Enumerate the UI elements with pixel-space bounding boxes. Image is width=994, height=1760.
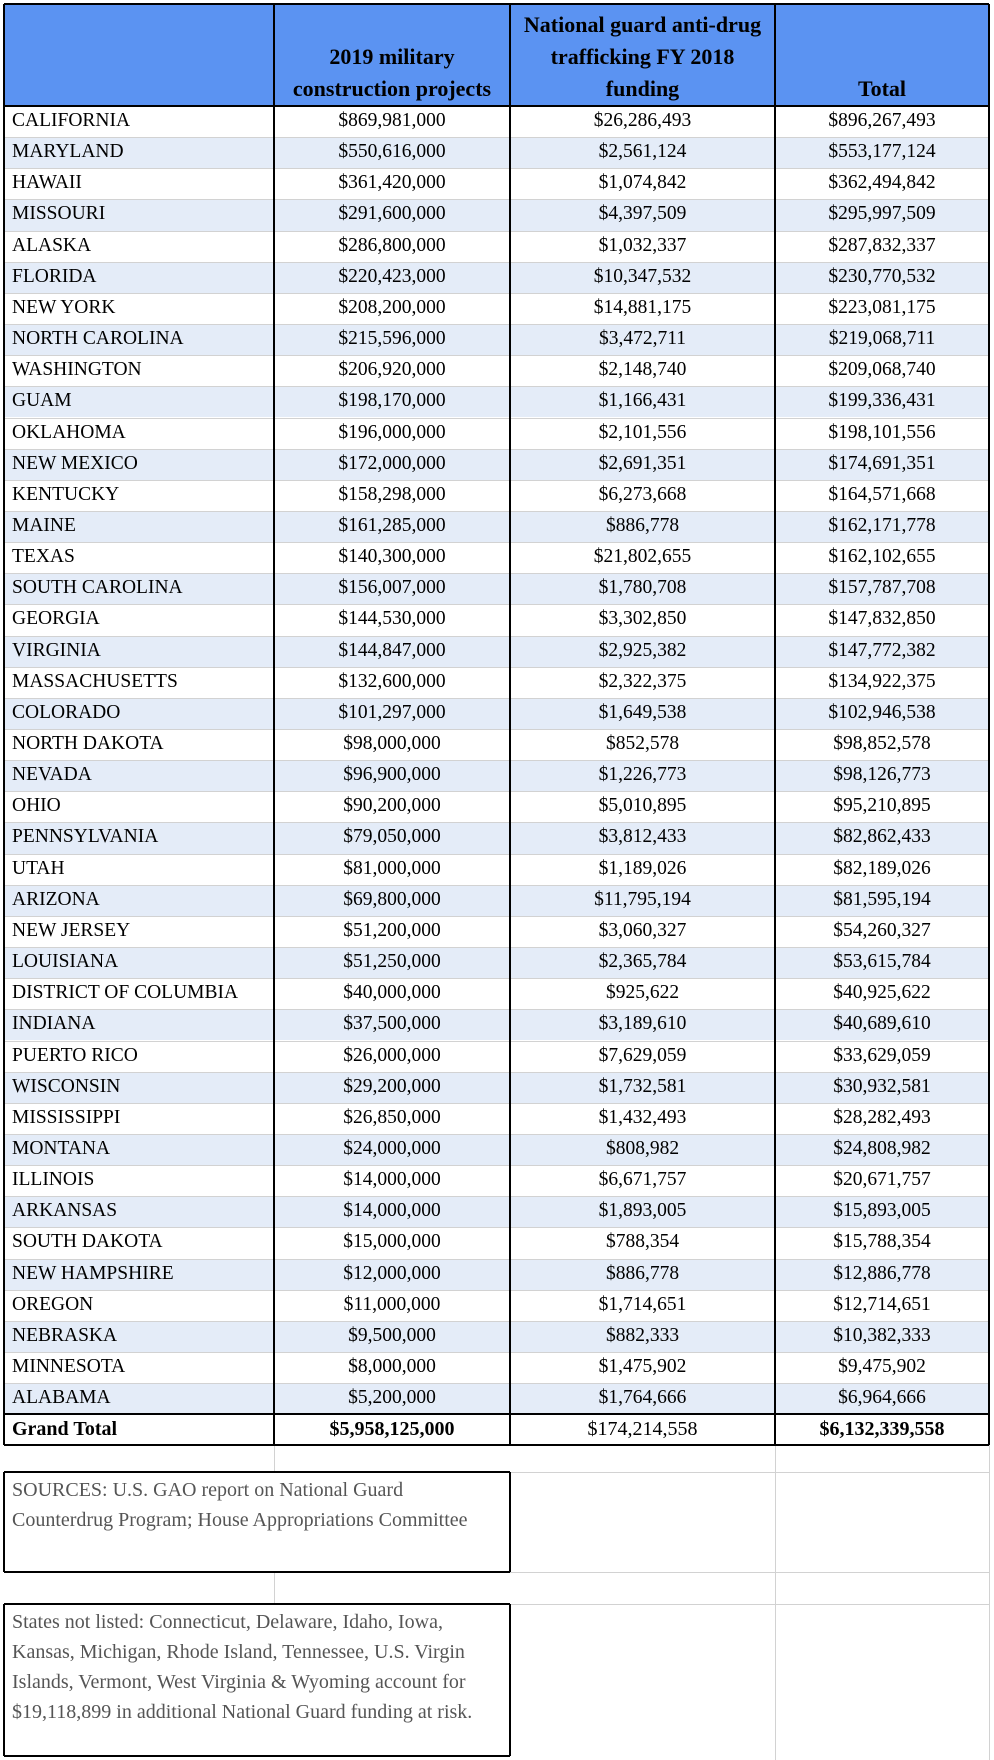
state-name-cell[interactable]: ILLINOIS [12,1169,95,1191]
construction-cell[interactable]: $15,000,000 [343,1231,441,1253]
total-cell[interactable]: $28,282,493 [833,1106,931,1128]
right-edge-gridline [989,1414,990,1760]
total-cell[interactable]: $98,126,773 [775,760,989,791]
row-gridline [4,760,989,761]
row-gridline [4,1134,989,1135]
construction-cell[interactable]: $14,000,000 [343,1169,441,1191]
construction-cell[interactable]: $11,000,000 [343,1293,441,1315]
total-cell[interactable]: $174,691,351 [775,449,989,480]
total-cell[interactable]: $157,787,708 [775,573,989,604]
total-cell[interactable]: $95,210,895 [833,795,931,817]
antidrug-cell[interactable]: $21,802,655 [593,546,692,568]
construction-cell[interactable]: $8,000,000 [348,1356,436,1377]
row-gridline [4,1352,989,1353]
sources-box-bottom [4,1571,510,1573]
state-name-cell[interactable]: GEORGIA [12,608,100,630]
antidrug-cell[interactable]: $6,671,757 [598,1169,687,1191]
state-name-cell[interactable]: SOUTH CAROLINA [4,573,274,604]
row-gridline [4,1227,989,1228]
construction-cell[interactable]: $5,200,000 [274,1383,510,1414]
row-gridline [4,262,989,263]
header-bottom-border [4,105,989,107]
state-name-cell[interactable]: GUAM [4,386,274,417]
construction-cell[interactable]: $26,000,000 [343,1044,441,1066]
construction-cell[interactable]: $140,300,000 [338,546,446,568]
antidrug-cell[interactable]: $2,925,382 [510,636,775,667]
antidrug-cell[interactable]: $882,333 [510,1321,775,1352]
antidrug-cell[interactable]: $925,622 [605,982,680,1004]
states-box-left [3,1604,5,1756]
state-name-cell[interactable]: DISTRICT OF COLUMBIA [12,982,239,1004]
row-gridline [4,1383,989,1384]
total-cell[interactable]: $553,177,124 [775,137,989,168]
construction-cell[interactable]: $37,500,000 [274,1009,510,1040]
state-name-cell[interactable]: SOUTH DAKOTA [12,1231,163,1253]
antidrug-cell[interactable]: $1,714,651 [598,1293,687,1315]
sources-box-top [4,1471,510,1473]
antidrug-cell[interactable]: $886,778 [510,1259,775,1290]
antidrug-cell[interactable]: $6,273,668 [598,483,687,505]
construction-cell[interactable]: $96,900,000 [274,760,510,791]
antidrug-cell[interactable]: $1,032,337 [598,234,687,256]
construction-cell[interactable]: $29,200,000 [274,1072,510,1103]
row-gridline [4,978,989,979]
total-cell[interactable]: $30,932,581 [775,1072,989,1103]
row-gridline [4,573,989,574]
construction-cell[interactable]: $69,800,000 [274,885,510,916]
grand-total-antidrug[interactable]: $174,214,558 [587,1418,698,1441]
states-box-top [4,1603,510,1605]
total-cell[interactable]: $81,595,194 [775,885,989,916]
state-name-cell[interactable]: ARIZONA [4,885,274,916]
header-construction[interactable]: 2019 military construction projects [274,4,510,106]
antidrug-cell[interactable]: $1,432,493 [598,1106,687,1128]
row-gridline [4,231,989,232]
state-name-cell[interactable]: NORTH DAKOTA [12,733,164,754]
construction-cell[interactable]: $172,000,000 [274,449,510,480]
construction-cell[interactable]: $220,423,000 [274,262,510,293]
col3-gridline-lower [775,1445,776,1760]
row-gridline [4,324,989,325]
state-name-cell[interactable]: MINNESOTA [12,1356,126,1377]
column-border [774,4,776,1445]
antidrug-cell[interactable]: $2,322,375 [598,670,687,692]
row-gridline [4,449,989,450]
antidrug-cell[interactable]: $886,778 [510,511,775,542]
total-cell[interactable]: $162,102,655 [828,546,936,568]
row-gridline [4,168,989,169]
row-gridline [4,542,989,543]
antidrug-cell[interactable]: $2,365,784 [510,947,775,978]
row-gridline [4,636,989,637]
header-antidrug[interactable]: National guard anti-drug trafficking FY 2018 funding [510,4,775,106]
total-cell[interactable]: $209,068,740 [828,359,936,381]
state-name-cell[interactable]: MISSOURI [4,199,274,230]
grand-total-top-border [4,1413,989,1415]
sources-box-left [3,1472,5,1572]
total-cell[interactable]: $287,832,337 [828,234,936,256]
row-gridline [4,1072,989,1073]
row-gridline [4,916,989,917]
header-total[interactable]: Total [775,4,989,106]
construction-cell[interactable]: $9,500,000 [274,1321,510,1352]
state-name-cell[interactable]: ALABAMA [4,1383,274,1414]
antidrug-cell[interactable]: $1,226,773 [510,760,775,791]
state-name-cell[interactable]: KENTUCKY [12,483,120,505]
antidrug-cell[interactable]: $852,578 [605,733,680,754]
total-cell[interactable]: $230,770,532 [775,262,989,293]
construction-cell[interactable]: $14,000,000 [274,1196,510,1227]
state-name-cell[interactable]: ARKANSAS [4,1196,274,1227]
total-cell[interactable]: $295,997,509 [775,199,989,230]
total-cell[interactable]: $162,171,778 [775,511,989,542]
antidrug-cell[interactable]: $3,060,327 [598,919,687,941]
construction-cell[interactable]: $196,000,000 [338,421,446,443]
state-name-cell[interactable]: NORTH CAROLINA [4,324,274,355]
grand-total-construction[interactable]: $5,958,125,000 [329,1418,455,1441]
state-name-cell[interactable]: TEXAS [12,546,75,568]
row-gridline [4,1041,989,1042]
col1-gridline-mid [274,1572,275,1604]
row-gridline [4,822,989,823]
row-gridline [4,604,989,605]
row-gridline [4,1196,989,1197]
row-gridline [4,667,989,668]
construction-cell[interactable]: $51,250,000 [274,947,510,978]
construction-cell[interactable]: $132,600,000 [338,670,446,692]
construction-cell[interactable]: $90,200,000 [343,795,441,817]
table-top-border [4,3,989,5]
construction-cell[interactable]: $291,600,000 [274,199,510,230]
antidrug-cell[interactable]: $3,302,850 [598,608,687,630]
construction-cell[interactable]: $550,616,000 [274,137,510,168]
row-gridline [4,293,989,294]
antidrug-cell[interactable]: $1,074,842 [598,172,687,194]
construction-cell[interactable]: $158,298,000 [338,483,446,505]
state-name-cell[interactable]: NEW HAMPSHIRE [4,1259,274,1290]
row-gridline [4,137,989,138]
row-gridline [4,1165,989,1166]
row-gridline [4,355,989,356]
construction-cell[interactable]: $40,000,000 [343,982,441,1004]
state-name-cell[interactable]: HAWAII [12,172,82,194]
total-cell[interactable]: $98,852,578 [833,733,931,754]
construction-cell[interactable]: $161,285,000 [274,511,510,542]
total-cell[interactable]: $12,714,651 [833,1293,931,1315]
construction-cell[interactable]: $361,420,000 [338,172,446,194]
total-cell[interactable]: $12,886,778 [775,1259,989,1290]
sources-note[interactable]: SOURCES: U.S. GAO report on National Guard Counterdrug Program; House Appropriations Committee [12,1479,468,1531]
blank-gridline [510,1604,989,1605]
state-name-cell[interactable]: OREGON [12,1293,94,1315]
total-cell[interactable]: $134,922,375 [828,670,936,692]
row-gridline [4,1321,989,1322]
total-cell[interactable]: $362,494,842 [828,172,936,194]
row-gridline [4,1259,989,1260]
column-border [273,4,275,1445]
construction-cell[interactable]: $286,800,000 [338,234,446,256]
grand-total-total[interactable]: $6,132,339,558 [819,1418,945,1441]
header-state[interactable] [4,4,274,106]
sources-box-right [509,1472,511,1572]
antidrug-cell[interactable]: $3,472,711 [510,324,775,355]
antidrug-cell[interactable]: $1,166,431 [510,386,775,417]
row-gridline [4,511,989,512]
state-name-cell[interactable]: NEBRASKA [4,1321,274,1352]
states-not-listed-note[interactable]: States not listed: Connecticut, Delaware, Idaho, Iowa, Kansas, Michigan, Rhode Island, Tennessee, U.S. Virgin Islands, Vermont, West Virginia & Wyoming account for $19,118,899 in additional National Guard funding at risk. [12,1611,473,1723]
construction-cell[interactable]: $51,200,000 [343,919,441,941]
antidrug-cell[interactable]: $808,982 [510,1134,775,1165]
row-gridline [4,1009,989,1010]
total-cell[interactable]: $198,101,556 [828,421,936,443]
state-name-cell[interactable]: INDIANA [4,1009,274,1040]
total-cell[interactable]: $6,964,666 [775,1383,989,1414]
antidrug-cell[interactable]: $1,764,666 [510,1383,775,1414]
states-box-right [509,1604,511,1756]
total-cell[interactable]: $15,788,354 [833,1231,931,1253]
construction-cell[interactable]: $869,981,000 [338,110,446,131]
total-cell[interactable]: $896,267,493 [828,110,936,131]
state-name-cell[interactable]: NEW MEXICO [4,449,274,480]
total-cell[interactable]: $24,808,982 [775,1134,989,1165]
antidrug-cell[interactable]: $3,189,610 [510,1009,775,1040]
antidrug-cell[interactable]: $14,881,175 [593,296,692,318]
total-cell[interactable]: $223,081,175 [828,296,936,318]
grand-total-label[interactable]: Grand Total [12,1418,118,1441]
antidrug-cell[interactable]: $1,189,026 [598,857,687,879]
state-name-cell[interactable]: NEVADA [4,760,274,791]
total-cell[interactable]: $164,571,668 [828,483,936,505]
antidrug-cell[interactable]: $7,629,059 [598,1044,687,1066]
total-cell[interactable]: $102,946,538 [775,698,989,729]
construction-cell[interactable]: $12,000,000 [274,1259,510,1290]
row-gridline [4,386,989,387]
grand-total-bottom-border [4,1444,989,1446]
total-cell[interactable]: $40,925,622 [833,982,931,1004]
state-name-cell[interactable]: MISSISSIPPI [12,1106,121,1128]
antidrug-cell[interactable]: $1,780,708 [510,573,775,604]
row-gridline [4,791,989,792]
state-name-cell[interactable]: NEW JERSEY [12,919,131,941]
construction-cell[interactable]: $24,000,000 [274,1134,510,1165]
construction-cell[interactable]: $79,050,000 [274,822,510,853]
state-name-cell[interactable]: LOUISIANA [4,947,274,978]
state-name-cell[interactable]: FLORIDA [4,262,274,293]
row-gridline [4,854,989,855]
construction-cell[interactable]: $206,920,000 [338,359,446,381]
construction-cell[interactable]: $215,596,000 [274,324,510,355]
construction-cell[interactable]: $156,007,000 [274,573,510,604]
construction-cell[interactable]: $98,000,000 [343,733,441,754]
row-gridline [4,947,989,948]
state-name-cell[interactable]: VIRGINIA [4,636,274,667]
total-cell[interactable]: $10,382,333 [775,1321,989,1352]
total-cell[interactable]: $82,189,026 [833,857,931,879]
state-name-cell[interactable]: MONTANA [4,1134,274,1165]
state-name-cell[interactable]: ALASKA [12,234,92,256]
antidrug-cell[interactable]: $10,347,532 [510,262,775,293]
column-border [988,4,990,1445]
state-name-cell[interactable]: WISCONSIN [4,1072,274,1103]
construction-cell[interactable]: $144,847,000 [274,636,510,667]
total-cell[interactable]: $33,629,059 [833,1044,931,1066]
col1-gridline-lower [274,1445,275,1472]
row-gridline [4,480,989,481]
row-gridline [4,1290,989,1291]
antidrug-cell[interactable]: $1,649,538 [510,698,775,729]
row-gridline [4,199,989,200]
row-gridline [4,1103,989,1104]
total-cell[interactable]: $219,068,711 [775,324,989,355]
antidrug-cell[interactable]: $26,286,493 [593,110,692,131]
total-cell[interactable]: $147,832,850 [828,608,936,630]
row-gridline [4,698,989,699]
blank-gridline [510,1572,989,1573]
antidrug-cell[interactable]: $1,893,005 [510,1196,775,1227]
state-name-cell[interactable]: PUERTO RICO [12,1044,138,1066]
construction-cell[interactable]: $81,000,000 [343,857,441,879]
row-gridline [4,418,989,419]
antidrug-cell[interactable]: $2,691,351 [510,449,775,480]
total-cell[interactable]: $53,615,784 [775,947,989,978]
state-name-cell[interactable]: MASSACHUSETTS [12,670,178,692]
antidrug-cell[interactable]: $4,397,509 [510,199,775,230]
state-name-cell[interactable]: CALIFORNIA [12,110,131,131]
state-name-cell[interactable]: MAINE [4,511,274,542]
total-cell[interactable]: $40,689,610 [775,1009,989,1040]
state-name-cell[interactable]: UTAH [12,857,65,879]
state-name-cell[interactable]: MARYLAND [4,137,274,168]
antidrug-cell[interactable]: $2,561,124 [510,137,775,168]
state-name-cell[interactable]: NEW YORK [12,296,116,318]
total-cell[interactable]: $54,260,327 [833,919,931,941]
state-name-cell[interactable]: COLORADO [4,698,274,729]
antidrug-cell[interactable]: $5,010,895 [598,795,687,817]
states-box-bottom [4,1755,510,1757]
row-gridline [4,885,989,886]
antidrug-cell[interactable]: $2,101,556 [598,421,687,443]
construction-cell[interactable]: $144,530,000 [338,608,446,630]
construction-cell[interactable]: $198,170,000 [274,386,510,417]
antidrug-cell[interactable]: $1,732,581 [510,1072,775,1103]
row-gridline [4,729,989,730]
column-border [3,4,5,1445]
state-name-cell[interactable]: OKLAHOMA [12,421,126,443]
total-cell[interactable]: $15,893,005 [775,1196,989,1227]
total-cell[interactable]: $199,336,431 [775,386,989,417]
antidrug-cell[interactable]: $788,354 [605,1231,680,1253]
antidrug-cell[interactable]: $1,475,902 [598,1356,687,1377]
antidrug-cell[interactable]: $3,812,433 [510,822,775,853]
state-name-cell[interactable]: OHIO [12,795,61,817]
construction-cell[interactable]: $26,850,000 [343,1106,441,1128]
total-cell[interactable]: $9,475,902 [838,1356,926,1377]
state-name-cell[interactable]: PENNSYLVANIA [4,822,274,853]
total-cell[interactable]: $82,862,433 [775,822,989,853]
state-name-cell[interactable]: WASHINGTON [12,359,142,381]
antidrug-cell[interactable]: $2,148,740 [598,359,687,381]
column-border [509,4,511,1445]
total-cell[interactable]: $147,772,382 [775,636,989,667]
antidrug-cell[interactable]: $11,795,194 [510,885,775,916]
construction-cell[interactable]: $101,297,000 [274,698,510,729]
total-cell[interactable]: $20,671,757 [833,1169,931,1191]
construction-cell[interactable]: $208,200,000 [338,296,446,318]
